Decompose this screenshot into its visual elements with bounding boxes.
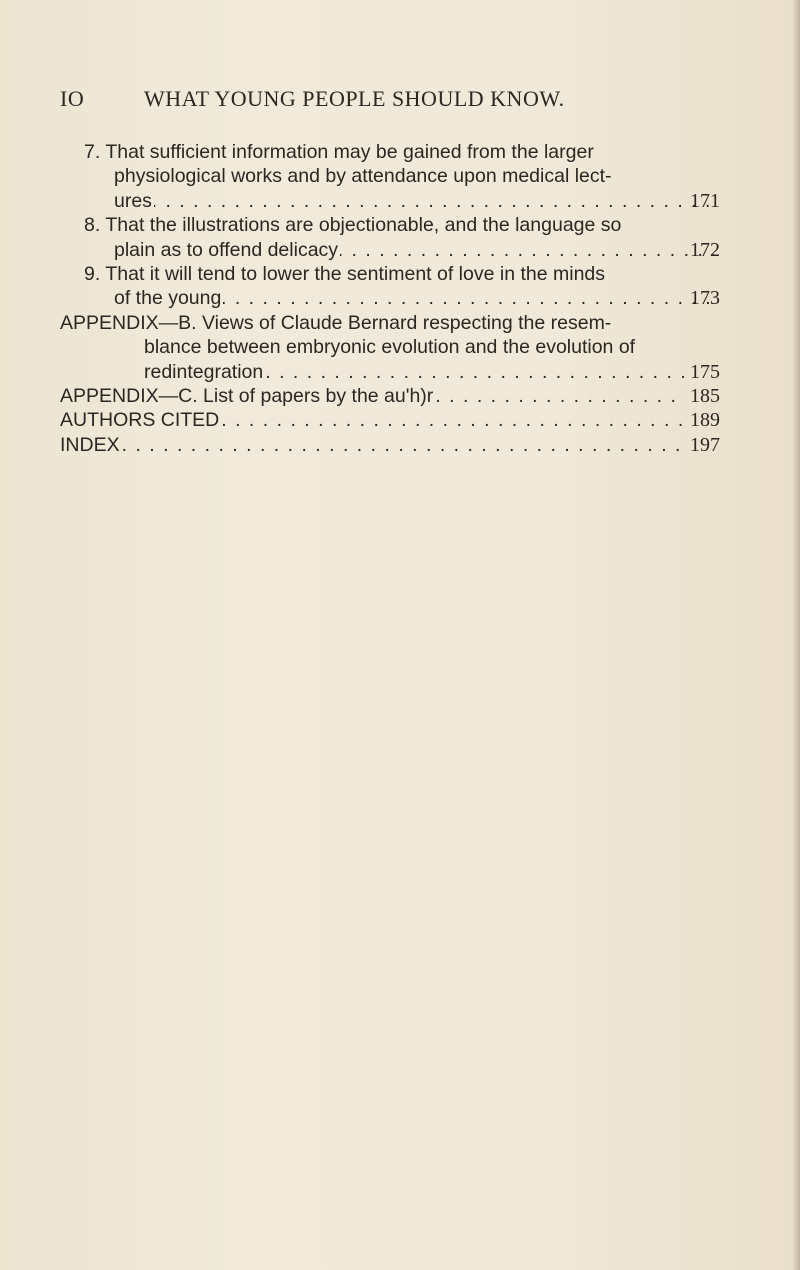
entry-text-last: ures: [114, 189, 152, 212]
toc-entry-appendix-b: [60, 311, 720, 384]
entry-leader-line: of the young . . . 173: [144, 286, 720, 310]
entry-text-line: physiological works and by attendance upon medical lect-: [114, 165, 612, 188]
entry-leader-line: plain as to offend delicacy . . . 172: [144, 238, 720, 262]
entry-text-last: redintegration: [144, 360, 264, 383]
dot-leader: [221, 408, 684, 432]
toc-entry-7: [60, 140, 720, 213]
table-of-contents: [60, 140, 720, 457]
entry-text-last: plain as to offend delicacy: [114, 238, 339, 261]
entry-page-number: 189: [690, 409, 720, 432]
entry-leader-line: [144, 360, 720, 384]
entry-page-number: 185: [690, 385, 720, 408]
dot-leader: [154, 189, 714, 213]
entry-leader-line: ures . . . 171: [144, 189, 720, 213]
page-edge-shadow: [792, 0, 800, 1270]
entry-number: 9.: [84, 263, 101, 286]
entry-number: 7.: [84, 141, 101, 163]
dot-leader: [265, 360, 684, 384]
entry-text-last: INDEX: [60, 433, 120, 456]
entry-leader-line: [60, 384, 720, 408]
entry-text-line: That sufficient information may be gained from the larger: [105, 141, 594, 163]
dot-leader: [223, 286, 714, 310]
toc-entry-appendix-c: [60, 384, 720, 408]
entry-text-last: APPENDIX—C. List of papers by the au'h)r: [60, 385, 434, 408]
entry-page-number: 175: [690, 360, 720, 383]
dot-leader: [122, 433, 684, 457]
entry-leader-line: [60, 433, 720, 457]
entry-text-line: blance between embryonic evolution and the evolution of: [144, 336, 636, 359]
entry-text-last: of the young: [114, 287, 222, 310]
entry-text-line: That the illustrations are objectionable, and the language so: [105, 214, 622, 237]
toc-entry-index: [60, 433, 720, 457]
toc-entry-8: [60, 213, 720, 262]
running-title: WHAT YOUNG PEOPLE SHOULD KNOW.: [144, 86, 565, 111]
dot-leader: [340, 238, 714, 262]
dot-leader: [435, 384, 684, 408]
toc-entry-authors-cited: [60, 408, 720, 432]
entry-page-number: 197: [690, 433, 720, 456]
entry-text-line: APPENDIX—B. Views of Claude Bernard respecting the resem-: [60, 311, 612, 334]
running-head: [60, 86, 760, 116]
entry-text-last: AUTHORS CITED: [60, 409, 220, 432]
entry-leader-line: [60, 408, 720, 432]
entry-text-line: That it will tend to lower the sentiment of love in the minds: [105, 263, 606, 286]
toc-entry-9: [60, 262, 720, 311]
entry-number: 8.: [84, 214, 101, 237]
page-number: IO: [60, 86, 85, 111]
